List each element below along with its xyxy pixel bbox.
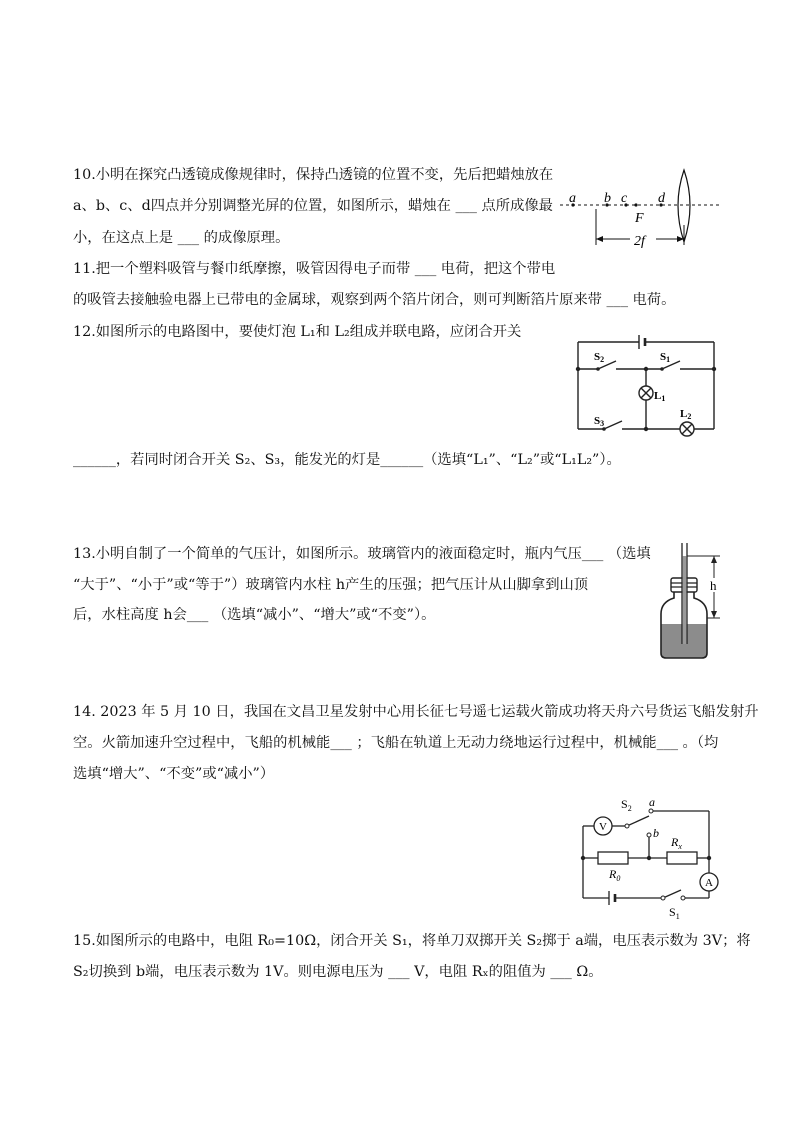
switch-s2-label: S2	[594, 351, 605, 364]
switch-s3-label: S3	[594, 415, 605, 428]
q10-line-2: a、b、c、d四点并分别调整光屏的位置，如图所示，蜡烛在 ___ 点所成像最	[73, 198, 553, 214]
voltmeter-circuit-diagram	[575, 794, 725, 924]
h-label: h	[710, 578, 717, 593]
q14-line-2: 空。火箭加速升空过程中，飞船的机械能___ ；飞船在轨道上无动力绕地运行过程中，机械能___ 。（均	[73, 735, 719, 751]
q13-line-3: 后，水柱高度 h会___ （选填“减小”、“增大”或“不变”）。	[73, 607, 436, 623]
ammeter-label: A	[705, 877, 713, 889]
q10-line-3: 小，在这点上是 ___ 的成像原理。	[73, 230, 290, 246]
switch-s1-label: S1	[660, 351, 671, 364]
voltmeter-label: V	[599, 821, 607, 833]
resistor-r0-label: $R_0$	[609, 867, 621, 883]
lamp-l2-label: L2	[680, 408, 692, 421]
q13-line-2: “大于”、“小于”或“等于”）玻璃管内水柱 h产生的压强；把气压计从山脚拿到山顶	[73, 577, 589, 593]
parallel-circuit-diagram	[572, 328, 722, 438]
switch-s1-label: $S_1$	[669, 905, 680, 921]
q12-line-2: ______，若同时闭合开关 S₂、S₃，能发光的灯是______（选填“L₁”、“L₂”或“L₁L₂”）。	[73, 452, 621, 468]
lamp-l1-label: L1	[654, 390, 666, 403]
q13-line-1: 13.小明自制了一个简单的气压计，如图所示。玻璃管内的液面稳定时，瓶内气压___ （选填	[73, 546, 651, 562]
point-b-label: b	[604, 191, 611, 206]
switch-s2-label: $S_2$	[621, 797, 632, 813]
q12-line-1: 12.如图所示的电路图中，要使灯泡 L₁和 L₂组成并联电路，应闭合开关	[73, 324, 522, 340]
q14-line-1: 14. 2023 年 5 月 10 日，我国在文昌卫星发射中心用长征七号遥七运载火箭成功将天舟六号货运飞船发射升	[73, 704, 759, 720]
resistor-rx-label: $R_x$	[671, 835, 682, 851]
two-f-label: 2f	[634, 234, 645, 249]
terminal-b-label: b	[653, 826, 659, 840]
barometer-diagram	[652, 540, 732, 666]
q15-line-2: S₂切换到 b端，电压表示数为 1V。则电源电压为 ___ V，电阻 Rₓ的阻值为 ___ Ω。	[73, 964, 603, 980]
terminal-a-label: a	[649, 795, 655, 809]
point-d-label: d	[658, 191, 665, 206]
q14-line-3: 选填“增大”、“不变”或“减小”）	[73, 766, 275, 782]
q10-line-1: 10.小明在探究凸透镜成像规律时，保持凸透镜的位置不变，先后把蜡烛放在	[73, 167, 554, 183]
q15-line-1: 15.如图所示的电路中，电阻 R₀=10Ω，闭合开关 S₁，将单刀双掷开关 S₂掷于 a端，电压表示数为 3V；将	[73, 933, 751, 949]
q11-line-1: 11.把一个塑料吸管与餐巾纸摩擦，吸管因得电子而带 ___ 电荷，把这个带电	[73, 261, 556, 277]
focus-label: F	[635, 211, 644, 226]
point-a-label: a	[569, 191, 576, 206]
point-c-label: c	[621, 191, 628, 206]
lens-diagram	[560, 165, 725, 250]
q11-line-2: 的吸管去接触验电器上已带电的金属球，观察到两个箔片闭合，则可判断箔片原来带 ___ 电荷。	[73, 292, 676, 308]
